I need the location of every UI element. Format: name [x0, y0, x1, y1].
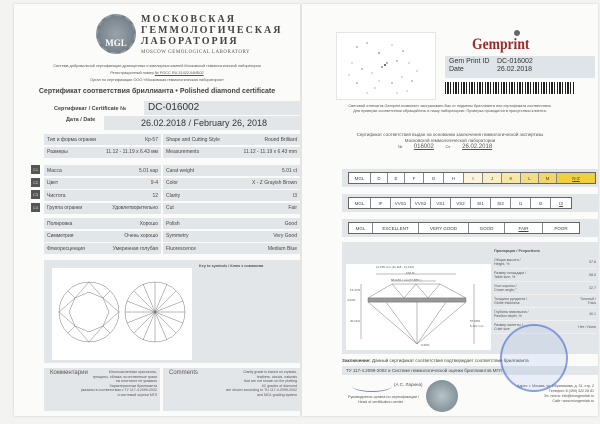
plotting-diagram: [52, 268, 192, 360]
clarity-scale-panel: [342, 194, 598, 212]
gemprint-brand: Gemprint: [472, 36, 530, 53]
c4-badge-icon: C4: [32, 204, 39, 210]
table-row: Полировка Хорошо Polish Good: [44, 218, 300, 229]
clarity-scale: MGL IF VVS1 VVS2 VS1 VS2 SI1 SI2 I1 I2 I3: [348, 197, 572, 209]
table-row: C2 Цвет 9-4 Color X - Z Grayish Brown: [44, 178, 300, 189]
lab-name-ru: МОСКОВСКАЯ ГЕММОЛОГИЧЕСКАЯ ЛАБОРАТОРИЯ: [141, 14, 283, 47]
hologram-seal-icon: [426, 380, 458, 412]
gemprint-note-1: Световой отпечаток Gemprint позволяет застраховать Вас от подмены бриллианта или сертификата соответствия.: [348, 104, 552, 108]
proportions-diagram: 11.155 mm (11.118 - 11.194) 100 % 58.02% ( min 57.88% ) 13.47% 4.03% 40.11% 57.60% 6.427 mm 0.29%: [346, 264, 491, 350]
plotting-panel: [44, 260, 300, 363]
lab-address: Адрес: г. Москва, ул. Ибрагимова, д. 31, стр. 2 Телефон: 8 (499) 322 28 81 Эл. почта: info@mosgemlab.ru Сайт: www.mosgemlab.ru: [516, 384, 594, 403]
selected-clarity-grade: I3: [559, 201, 563, 206]
key-to-symbols: Key to symbols / Ключ к символам: [199, 264, 264, 268]
certificate-number: DC-016002: [144, 101, 300, 115]
color-scale: MGL D E F G H I J K L M N-Z: [348, 172, 596, 184]
date-label: Дата / Date: [66, 117, 96, 123]
table-row: Общая высота / Height, % 57.6: [494, 256, 596, 269]
table-row: Симметрия Очень хорошо Symmetry Very Good: [44, 231, 300, 242]
issued-number-line: № 016002 От 26.02.2018: [397, 144, 493, 150]
registration-line: Регистрационный номер № РОСС RU.31422.04ИБ02: [110, 71, 204, 75]
system-line: Система добровольной сертификации драгоценных и ювелирных камней Московской геммологической лаборатории: [53, 64, 261, 68]
diamond-crown-pavilion-plot-icon: [52, 268, 192, 360]
conclusion-standard: ТУ 117-4.2099-2002 и Системе геммологической оценки бриллиантов МГЛ: [342, 366, 598, 375]
table-row: Флюоресценция Умеренная голубая Fluorescence Medium Blue: [44, 243, 300, 254]
gemprint-dots-icon: [337, 33, 437, 101]
lab-name-en: MOSCOW GEMOLOGICAL LABORATORY: [141, 50, 251, 55]
c1-badge-icon: C1: [32, 167, 39, 172]
color-scale-panel: [342, 169, 598, 187]
selected-cut-grade: FAIR: [505, 223, 543, 233]
issued-line-1: Сертификат соответствия выдан на основании заключения геммологической экспертизы: [356, 132, 544, 137]
shape-measurements-table: [44, 134, 300, 159]
table-row: Размер площадки / Table size, % 58.0: [494, 269, 596, 282]
table-row: Угол короны / Crown angle,° 32.7: [494, 282, 596, 295]
table-row: Глубина павильона / Pavilion depth, % 40.1: [494, 308, 596, 321]
selected-color-grade: N-Z: [557, 173, 595, 183]
certificate-right-page: Gemprint Gem Print ID DC-016002 Date 26.02.2018 Световой отпечаток Gemprint позволяет застраховать Вас от подмены бриллианта или сертификата соответствия. Для проверки соответствия обращайтесь в нашу лабораторию. Проверка проводится в присутствии клиента. Сертификат соответствия выдан на основании заключения геммологической экспертизы Московской геммологической лаборатории № 016002 От 26.02.2018 MGL D E F G H I J K L M N-Z MGL IF VVS1 VVS2 VS1 VS2 SI1 SI2 I1 I2 I3 MGL EXCELLENT VERY GOOD GOOD FAIR POOR 11.155 mm (11.118 - 11.194) 100 % 58.02% ( min 57.88% ) 13.47% 4.03% 40.11% 57.60% 6.427 mm 0.29% Пропорции / Proportions Общая высота / Height, % 57.6 Размер площадки / Table size, % 58.0 Угол короны / Crown angle,° 32.7 Толщина рундиста / Girdle thickness Толстый / Thick Глубина павильона / Pavilion depth, % 40.1 Размер калетты / Culet size Нет / None Заключение: Данный сертификат соответствия подтверждает соответствие бриллианта ТУ 117-4.2099-2002 и Системе геммологической оценки бриллиантов МГЛ (А.С. Ларина) Руководитель органа по сертификации / Head of certification center Адрес: г. Москва, ул. Ибрагимова, д. 31, стр. 2 Телефон: 8 (499) 322 28 81 Эл. почта: info@mosgemlab.ru Сайт: www.mosgemlab.ru: [302, 4, 598, 416]
table-row: C3 Чистота 12 Clarity I3: [44, 190, 300, 201]
cut-scale: MGL EXCELLENT VERY GOOD GOOD FAIR POOR: [348, 222, 580, 234]
barcode: [445, 82, 575, 94]
table-row: Размер калетты / Culet size Нет / None: [494, 321, 596, 334]
conclusion: Заключение: Данный сертификат соответствия подтверждает соответствие бриллианта: [342, 358, 529, 363]
gemprint-scatter-image: [336, 32, 436, 100]
mgl-stamp-icon: [500, 324, 568, 392]
gemprint-id-box: Gem Print ID DC-016002 Date 26.02.2018: [445, 56, 595, 78]
four-c-table: [32, 165, 300, 215]
diamond-profile-icon: [346, 264, 491, 350]
signature-icon: [352, 380, 392, 392]
comments-ru: Комментарии Многочисленные кристаллы, трещины, облака, естественные грани на плоттинге не указаны Характеристики бриллианта указаны в соответствии с ТУ 117-4.2099-2002 и системой оценки МГЛ: [44, 368, 160, 411]
finish-table: [44, 218, 300, 256]
comments-en: Comments Clarity grade is based on crystals, feathers, clouds, naturals that are not shown on the plotting 4C grades of diamond are shown according to TU 117-4.2099-2002 and MGL grading system: [163, 368, 300, 411]
gemprint-note-2: Для проверки соответствия обращайтесь в нашу лабораторию. Проверка проводится в присутствии клиента.: [353, 109, 547, 113]
table-row: Размеры 11.12 - 11.19 x 6.43 мм Measurements 11.12 - 11.19 x 6.43 mm: [44, 147, 300, 158]
certification-body-line: Орган по сертификации ООО «Московская геммологическая лаборатория»: [90, 78, 224, 82]
table-row: Тип и форма огранки Кр-57 Shape and Cutting Style Round Brilliant: [44, 134, 300, 145]
c3-badge-icon: C3: [32, 192, 39, 197]
mgl-logo-seal: MGL: [96, 14, 136, 54]
certificate-date: 26.02.2018 / February 26, 2018: [104, 116, 300, 130]
proportions-table: Пропорции / Proportions Общая высота / Height, % 57.6 Размер площадки / Table size, % 58.0 Угол короны / Crown angle,° 32.7 Толщина рундиста / Girdle thickness Толстый / Thick Глубина павильона / Pavilion depth, % 40.1 Размер калетты / Culet size Нет / None: [494, 246, 596, 334]
table-row: C1 Масса 5.01 кар Carat weight 5.01 ct: [44, 165, 300, 176]
certificate-left-page: [14, 4, 300, 416]
certificate-title: Сертификат соответствия бриллианта • Polished diamond certificate: [38, 88, 276, 95]
issued-line-2: Московской геммологической лаборатории: [404, 138, 496, 143]
cut-scale-panel: [342, 219, 598, 237]
table-row: Толщина рундиста / Girdle thickness Толстый / Thick: [494, 295, 596, 308]
table-row: C4 Группа огранки Удовлетворительно Cut Fair: [44, 203, 300, 214]
c2-badge-icon: C2: [32, 179, 39, 185]
certificate-number-label: Сертификат / Certificate №: [54, 106, 127, 112]
